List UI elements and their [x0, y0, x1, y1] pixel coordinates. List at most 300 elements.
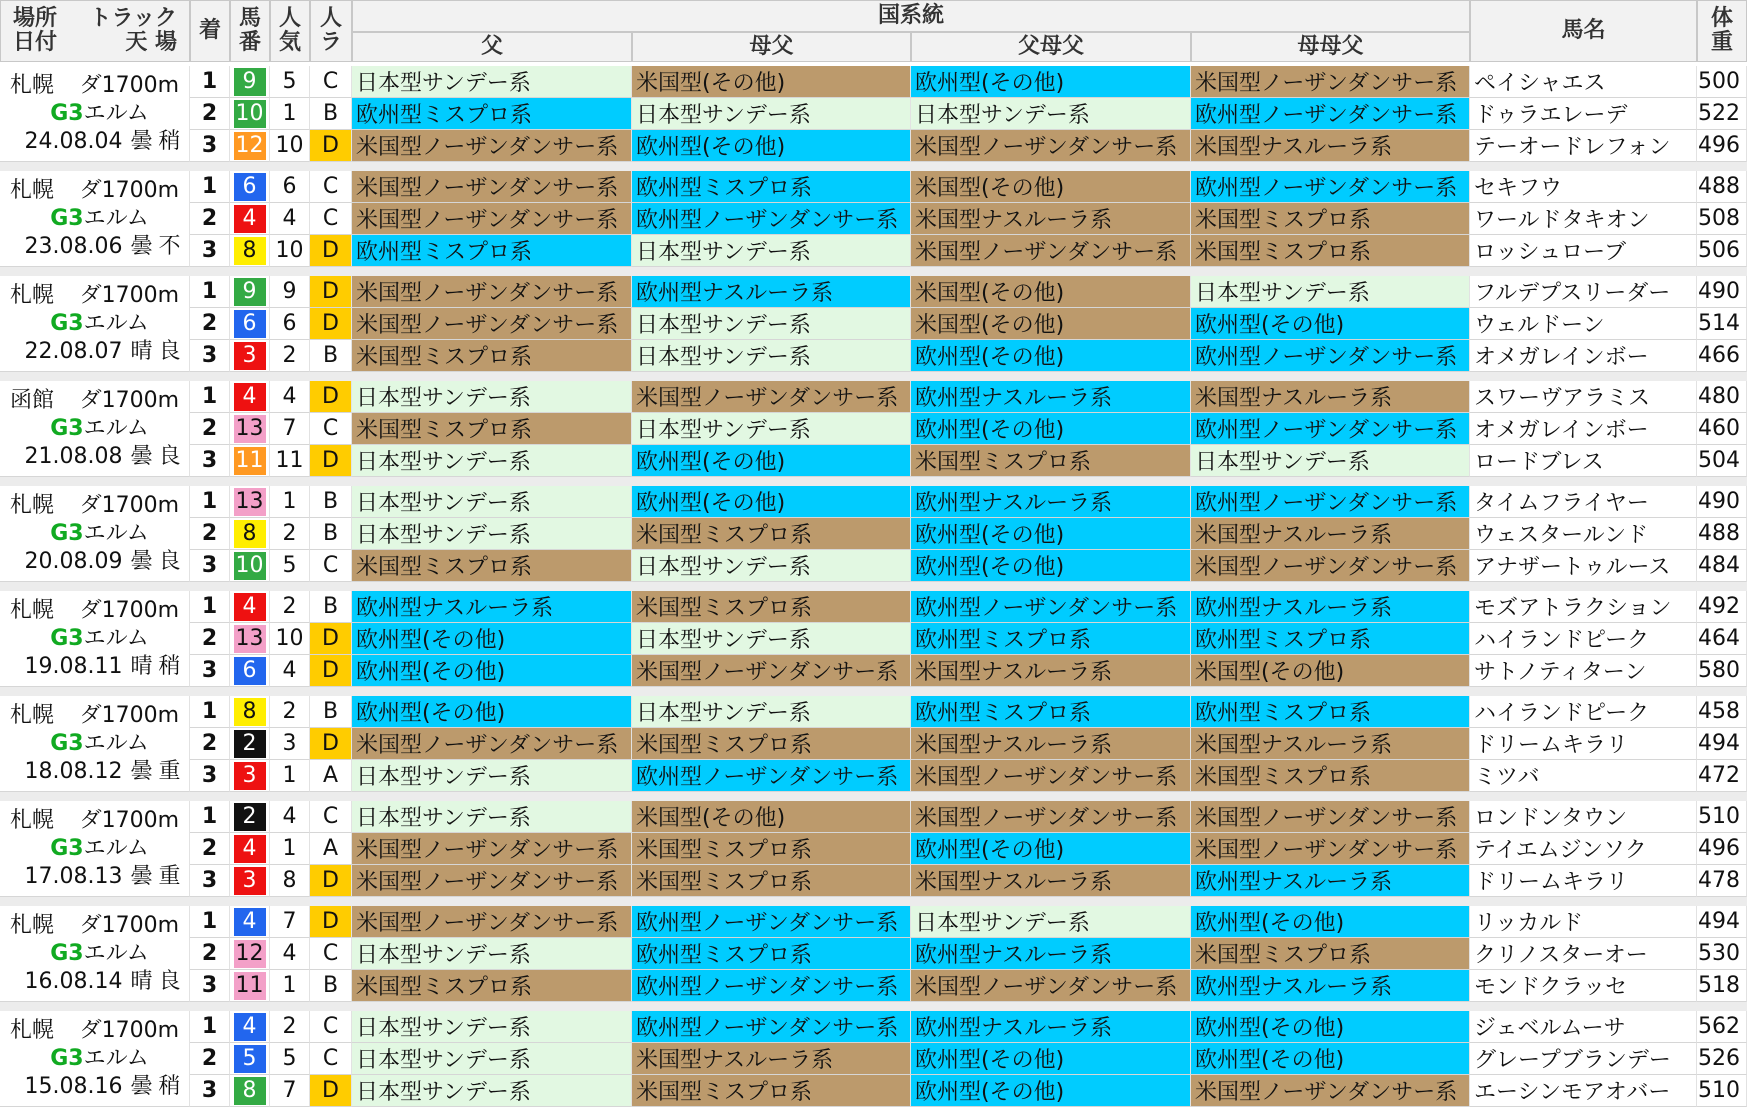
group-separator [0, 162, 1747, 171]
horse-weight-text: 510 [1698, 1078, 1740, 1103]
dam-dam-sire-lineage-text: 欧州型ノーザンダンサー系 [1195, 418, 1458, 443]
rank-grade [310, 130, 352, 162]
race-date: 23.08.06 [24, 234, 123, 259]
horse-weight [1697, 938, 1747, 970]
horse-name [1470, 413, 1697, 445]
race-date: 17.08.13 [24, 864, 123, 889]
rank-grade-text: C [322, 69, 339, 94]
damsire-lineage-text: 欧州型ノーザンダンサー系 [636, 208, 899, 233]
gate-number [230, 445, 270, 477]
race-grade: G3 [50, 836, 84, 861]
dam-dam-sire-lineage-text: 欧州型ミスプロ系 [1195, 628, 1372, 653]
race-going: 良 [158, 969, 181, 994]
gate-number [230, 413, 270, 445]
dam-dam-sire-lineage-text: 米国型ナスルーラ系 [1195, 135, 1393, 160]
popularity-text: 2 [282, 1014, 297, 1039]
damsire-lineage [632, 801, 911, 833]
horse-name [1470, 381, 1697, 413]
horse-weight-text: 458 [1698, 699, 1740, 724]
dam-dam-sire-lineage [1191, 655, 1470, 687]
sire-lineage [352, 445, 632, 477]
rank-grade [310, 445, 352, 477]
sire-lineage [352, 518, 632, 550]
popularity [270, 203, 310, 235]
sire-dam-sire-lineage-text: 米国型ノーザンダンサー系 [915, 806, 1178, 831]
finish-position-text: 3 [201, 763, 218, 788]
dam-dam-sire-lineage-text: 日本型サンデー系 [1195, 281, 1370, 306]
finish-position [190, 970, 230, 1002]
horse-name [1470, 518, 1697, 550]
rank-grade-text: A [322, 763, 339, 788]
dam-dam-sire-lineage [1191, 235, 1470, 267]
race-grade: G3 [50, 941, 84, 966]
dam-dam-sire-lineage-text: 米国型ノーザンダンサー系 [1195, 806, 1458, 831]
dam-dam-sire-lineage-text: 米国型ナスルーラ系 [1195, 523, 1393, 548]
horse-weight-text: 514 [1698, 311, 1740, 336]
finish-position [190, 130, 230, 162]
sire-dam-sire-lineage [911, 1011, 1191, 1043]
race-place: 札幌 [10, 283, 55, 308]
gate-badge: 13 [235, 489, 264, 514]
rank-grade [310, 518, 352, 550]
rank-grade-text: B [322, 521, 339, 546]
rank-grade-text: C [322, 553, 339, 578]
sire-lineage-text: 欧州型(その他) [356, 701, 506, 726]
horse-name [1470, 98, 1697, 130]
dam-dam-sire-lineage-text: 米国型ノーザンダンサー系 [1195, 71, 1458, 96]
rank-grade-text: D [322, 311, 339, 336]
popularity-text: 1 [282, 101, 297, 126]
damsire-lineage-text: 欧州型ノーザンダンサー系 [636, 1016, 899, 1041]
dam-dam-sire-lineage-text: 欧州型ナスルーラ系 [1195, 975, 1393, 1000]
horse-weight-text: 526 [1698, 1046, 1740, 1071]
sire-lineage [352, 696, 632, 728]
popularity-text: 10 [275, 133, 304, 158]
damsire-lineage [632, 130, 911, 162]
sire-lineage [352, 833, 632, 865]
horse-name-text: ウェスタールンド [1474, 523, 1649, 548]
gate-number [230, 655, 270, 687]
race-date: 21.08.08 [24, 444, 123, 469]
horse-name-text: ハイランドピーク [1474, 628, 1650, 653]
horse-weight-text: 460 [1698, 416, 1740, 441]
finish-position [190, 66, 230, 98]
damsire-lineage-text: 欧州型ノーザンダンサー系 [636, 765, 899, 790]
race-going: 良 [158, 444, 181, 469]
finish-position-text: 3 [201, 973, 218, 998]
finish-position [190, 445, 230, 477]
gate-badge: 13 [235, 626, 264, 651]
finish-position-text: 2 [201, 1046, 218, 1071]
gate-number [230, 760, 270, 792]
rank-grade-text: B [322, 489, 339, 514]
horse-name-text: テイエムジンソク [1474, 838, 1647, 863]
finish-position-text: 3 [201, 658, 218, 683]
popularity [270, 623, 310, 655]
dam-dam-sire-lineage [1191, 760, 1470, 792]
horse-weight [1697, 760, 1747, 792]
header-finish: 着 [190, 0, 230, 62]
popularity [270, 655, 310, 687]
sire-dam-sire-lineage [911, 518, 1191, 550]
horse-weight-text: 488 [1698, 521, 1740, 546]
rank-grade-text: B [322, 973, 339, 998]
popularity-text: 4 [282, 206, 297, 231]
horse-name [1470, 445, 1697, 477]
rank-grade-text: C [322, 206, 339, 231]
gate-number [230, 130, 270, 162]
horse-name-text: スワーヴアラミス [1474, 386, 1651, 411]
gate-number [230, 833, 270, 865]
horse-name [1470, 696, 1697, 728]
dam-dam-sire-lineage-text: 米国型ノーザンダンサー系 [1195, 1080, 1458, 1105]
damsire-lineage [632, 970, 911, 1002]
popularity-text: 2 [282, 594, 297, 619]
horse-name-text: セキフウ [1474, 176, 1563, 201]
finish-position-text: 3 [201, 133, 218, 158]
sire-lineage-text: 米国型ノーザンダンサー系 [356, 176, 619, 201]
dam-dam-sire-lineage [1191, 1011, 1470, 1043]
sire-lineage-text: 日本型サンデー系 [356, 386, 531, 411]
sire-dam-sire-lineage-text: 欧州型(その他) [915, 418, 1065, 443]
sire-dam-sire-lineage [911, 171, 1191, 203]
dam-dam-sire-lineage [1191, 1043, 1470, 1075]
sire-lineage [352, 1075, 632, 1107]
gate-badge: 3 [234, 867, 266, 895]
race-weather: 曇 [130, 444, 153, 469]
gate-badge: 5 [234, 1045, 266, 1073]
horse-name [1470, 171, 1697, 203]
sire-lineage [352, 130, 632, 162]
sire-lineage-text: 日本型サンデー系 [356, 71, 531, 96]
damsire-lineage [632, 1075, 911, 1107]
gate-badge: 11 [235, 973, 264, 998]
popularity-text: 6 [282, 174, 297, 199]
sire-lineage-text: 米国型ミスプロ系 [356, 975, 533, 1000]
popularity-text: 5 [282, 553, 297, 578]
damsire-lineage-text: 欧州型(その他) [636, 450, 786, 475]
gate-badge: 10 [235, 101, 264, 126]
finish-position [190, 833, 230, 865]
horse-name [1470, 970, 1697, 1002]
horse-weight-text: 580 [1698, 658, 1740, 683]
finish-position-text: 1 [201, 384, 218, 409]
finish-position-text: 1 [201, 804, 218, 829]
damsire-lineage-text: 日本型サンデー系 [636, 345, 811, 370]
race-going: 稍 [158, 129, 181, 154]
sire-lineage [352, 550, 632, 582]
sire-lineage-text: 米国型ノーザンダンサー系 [356, 911, 619, 936]
race-date: 16.08.14 [24, 969, 123, 994]
damsire-lineage-text: 欧州型(その他) [636, 491, 786, 516]
gate-badge: 13 [235, 416, 264, 441]
finish-position [190, 938, 230, 970]
finish-position [190, 518, 230, 550]
horse-name [1470, 865, 1697, 897]
race-going: 良 [158, 339, 181, 364]
gate-number [230, 340, 270, 372]
popularity [270, 66, 310, 98]
dam-dam-sire-lineage [1191, 591, 1470, 623]
horse-name [1470, 550, 1697, 582]
sire-dam-sire-lineage [911, 655, 1191, 687]
horse-weight-text: 522 [1698, 101, 1740, 126]
header-dam-dam-sire: 母母父 [1191, 32, 1470, 62]
popularity-text: 1 [282, 836, 297, 861]
dam-dam-sire-lineage-text: 欧州型(その他) [1195, 313, 1345, 338]
horse-name-text: サトノティターン [1474, 660, 1647, 685]
dam-dam-sire-lineage [1191, 970, 1470, 1002]
finish-position [190, 623, 230, 655]
sire-dam-sire-lineage [911, 235, 1191, 267]
rank-grade [310, 381, 352, 413]
horse-name-text: フルデプスリーダー [1474, 281, 1671, 306]
header-track: トラック [89, 6, 177, 32]
horse-name [1470, 833, 1697, 865]
race-grade: G3 [50, 311, 84, 336]
horse-name-text: ワールドタキオン [1474, 208, 1650, 233]
race-place: 札幌 [10, 913, 55, 938]
sire-dam-sire-lineage [911, 833, 1191, 865]
finish-position-text: 1 [201, 489, 218, 514]
header-weight: 体 重 [1697, 0, 1747, 62]
sire-lineage [352, 66, 632, 98]
damsire-lineage-text: 米国型ミスプロ系 [636, 870, 813, 895]
sire-dam-sire-lineage-text: 欧州型(その他) [915, 838, 1065, 863]
damsire-lineage [632, 591, 911, 623]
damsire-lineage [632, 171, 911, 203]
race-name: エルム [83, 101, 149, 126]
sire-dam-sire-lineage [911, 970, 1191, 1002]
header-date: 日付 [13, 30, 58, 55]
sire-dam-sire-lineage-text: 欧州型(その他) [915, 71, 1065, 96]
popularity-text: 7 [282, 1078, 297, 1103]
dam-dam-sire-lineage-text: 欧州型ノーザンダンサー系 [1195, 345, 1458, 370]
gate-number [230, 865, 270, 897]
rank-grade [310, 550, 352, 582]
dam-dam-sire-lineage-text: 欧州型ナスルーラ系 [1195, 870, 1393, 895]
gate-number [230, 938, 270, 970]
damsire-lineage [632, 276, 911, 308]
damsire-lineage-text: 米国型ミスプロ系 [636, 596, 813, 621]
damsire-lineage [632, 550, 911, 582]
horse-name [1470, 655, 1697, 687]
popularity [270, 276, 310, 308]
sire-lineage-text: 欧州型ナスルーラ系 [356, 596, 554, 621]
sire-dam-sire-lineage-text: 米国型(その他) [915, 176, 1065, 201]
sire-lineage [352, 486, 632, 518]
race-track: ダ1700m [79, 73, 179, 98]
horse-weight [1697, 591, 1747, 623]
header-place: 場所 [13, 6, 58, 32]
sire-dam-sire-lineage-text: 米国型ナスルーラ系 [915, 870, 1113, 895]
gate-badge: 4 [234, 835, 266, 863]
horse-weight [1697, 518, 1747, 550]
dam-dam-sire-lineage [1191, 203, 1470, 235]
horse-weight-text: 500 [1698, 69, 1740, 94]
sire-dam-sire-lineage-text: 欧州型ミスプロ系 [915, 701, 1092, 726]
horse-weight [1697, 1043, 1747, 1075]
dam-dam-sire-lineage [1191, 728, 1470, 760]
horse-weight-text: 504 [1698, 448, 1740, 473]
dam-dam-sire-lineage [1191, 308, 1470, 340]
rank-grade-text: C [322, 941, 339, 966]
rank-grade [310, 1075, 352, 1107]
rank-grade [310, 1043, 352, 1075]
horse-name-text: モンドクラッセ [1474, 975, 1628, 1000]
race-name: エルム [83, 941, 149, 966]
gate-badge: 12 [235, 941, 264, 966]
sire-dam-sire-lineage-text: 日本型サンデー系 [915, 103, 1090, 128]
header-place-date [0, 0, 190, 62]
popularity [270, 381, 310, 413]
popularity-text: 7 [282, 416, 297, 441]
horse-name-text: ミツバ [1474, 765, 1540, 790]
race-place: 札幌 [10, 598, 55, 623]
popularity-text: 6 [282, 311, 297, 336]
gate-number [230, 1043, 270, 1075]
race-grade: G3 [50, 521, 84, 546]
horse-name-text: クリノスターオー [1474, 943, 1648, 968]
horse-name [1470, 1075, 1697, 1107]
horse-name [1470, 906, 1697, 938]
sire-lineage-text: 日本型サンデー系 [356, 1080, 531, 1105]
horse-weight [1697, 801, 1747, 833]
popularity [270, 171, 310, 203]
rank-grade-text: D [322, 238, 339, 263]
header-weather-going: 天 場 [125, 30, 177, 55]
finish-position [190, 865, 230, 897]
rank-grade-text: B [322, 699, 339, 724]
popularity-text: 9 [282, 279, 297, 304]
gate-badge: 4 [234, 1013, 266, 1041]
dam-dam-sire-lineage [1191, 518, 1470, 550]
horse-name [1470, 308, 1697, 340]
dam-dam-sire-lineage [1191, 865, 1470, 897]
damsire-lineage [632, 98, 911, 130]
race-track: ダ1700m [79, 598, 179, 623]
race-track: ダ1700m [79, 388, 179, 413]
horse-weight-text: 518 [1698, 973, 1740, 998]
race-track: ダ1700m [79, 913, 179, 938]
sire-lineage-text: 米国型ミスプロ系 [356, 418, 533, 443]
popularity-text: 10 [275, 626, 304, 651]
gate-number [230, 728, 270, 760]
rank-grade [310, 623, 352, 655]
sire-lineage-text: 日本型サンデー系 [356, 765, 531, 790]
horse-name-text: エーシンモアオバー [1474, 1080, 1671, 1105]
rank-grade [310, 276, 352, 308]
race-track: ダ1700m [79, 493, 179, 518]
sire-lineage-text: 欧州型(その他) [356, 660, 506, 685]
dam-dam-sire-lineage [1191, 445, 1470, 477]
gate-number [230, 906, 270, 938]
sire-dam-sire-lineage [911, 760, 1191, 792]
horse-weight [1697, 486, 1747, 518]
gate-badge: 10 [235, 553, 264, 578]
gate-badge: 8 [234, 237, 266, 265]
dam-dam-sire-lineage [1191, 623, 1470, 655]
rank-grade [310, 235, 352, 267]
race-date: 24.08.04 [24, 129, 123, 154]
horse-name-text: オメガレインボー [1474, 418, 1649, 443]
sire-lineage [352, 171, 632, 203]
finish-position [190, 171, 230, 203]
sire-dam-sire-lineage [911, 865, 1191, 897]
popularity-text: 1 [282, 973, 297, 998]
rank-grade-text: D [322, 658, 339, 683]
popularity-text: 8 [282, 868, 297, 893]
gate-badge: 3 [234, 342, 266, 370]
popularity [270, 1043, 310, 1075]
sire-dam-sire-lineage [911, 550, 1191, 582]
horse-weight-text: 492 [1698, 594, 1740, 619]
popularity-text: 4 [282, 658, 297, 683]
popularity [270, 550, 310, 582]
damsire-lineage [632, 486, 911, 518]
dam-dam-sire-lineage [1191, 413, 1470, 445]
gate-number [230, 696, 270, 728]
dam-dam-sire-lineage [1191, 550, 1470, 582]
race-info [0, 66, 190, 162]
horse-weight [1697, 381, 1747, 413]
finish-position-text: 1 [201, 1014, 218, 1039]
sire-dam-sire-lineage [911, 308, 1191, 340]
horse-name-text: アナザートゥルース [1474, 555, 1671, 580]
horse-weight-text: 490 [1698, 279, 1740, 304]
sire-lineage [352, 340, 632, 372]
popularity-text: 7 [282, 909, 297, 934]
horse-name-text: モズアトラクション [1474, 596, 1672, 621]
sire-dam-sire-lineage-text: 欧州型ナスルーラ系 [915, 491, 1113, 516]
horse-weight [1697, 550, 1747, 582]
finish-position-text: 1 [201, 909, 218, 934]
dam-dam-sire-lineage-text: 米国型ミスプロ系 [1195, 765, 1372, 790]
horse-name [1470, 276, 1697, 308]
damsire-lineage-text: 欧州型ノーザンダンサー系 [636, 911, 899, 936]
sire-lineage-text: 欧州型ミスプロ系 [356, 240, 533, 265]
gate-badge: 12 [235, 133, 264, 158]
dam-dam-sire-lineage-text: 米国型ノーザンダンサー系 [1195, 555, 1458, 580]
horse-weight [1697, 340, 1747, 372]
dam-dam-sire-lineage [1191, 130, 1470, 162]
horse-name-text: ドゥラエレーデ [1474, 103, 1628, 128]
damsire-lineage-text: 米国型(その他) [636, 71, 786, 96]
sire-lineage [352, 591, 632, 623]
popularity [270, 1075, 310, 1107]
popularity-text: 4 [282, 804, 297, 829]
popularity [270, 235, 310, 267]
popularity-text: 5 [282, 1046, 297, 1071]
horse-weight [1697, 98, 1747, 130]
rank-grade [310, 728, 352, 760]
race-track: ダ1700m [79, 1018, 179, 1043]
dam-dam-sire-lineage [1191, 1075, 1470, 1107]
dam-dam-sire-lineage [1191, 66, 1470, 98]
popularity [270, 801, 310, 833]
damsire-lineage-text: 米国型ノーザンダンサー系 [636, 660, 899, 685]
header-sire: 父 [352, 32, 632, 62]
horse-name-text: ウェルドーン [1474, 313, 1605, 338]
finish-position-text: 3 [201, 343, 218, 368]
gate-number [230, 381, 270, 413]
sire-lineage-text: 日本型サンデー系 [356, 943, 531, 968]
header-damsire: 母父 [632, 32, 911, 62]
race-going: 重 [158, 864, 181, 889]
finish-position-text: 1 [201, 279, 218, 304]
damsire-lineage [632, 833, 911, 865]
damsire-lineage-text: 欧州型ノーザンダンサー系 [636, 975, 899, 1000]
